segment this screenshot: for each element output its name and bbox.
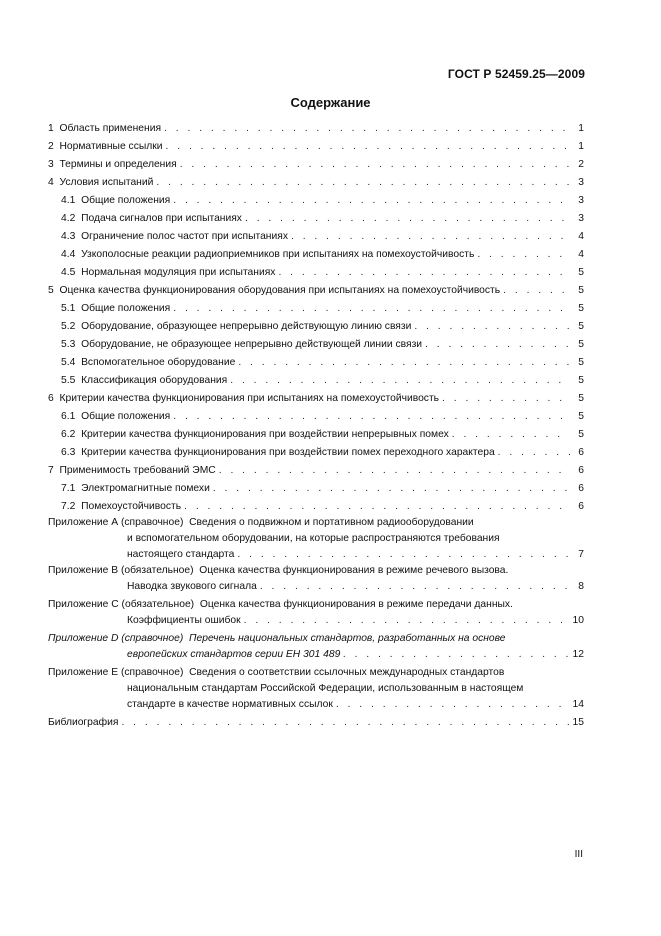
- toc-num: 5.5: [61, 375, 76, 386]
- toc-text: Ограничение полос частот при испытаниях: [81, 231, 288, 242]
- toc-text: Общие положения: [81, 303, 171, 314]
- toc-num: 5.1: [61, 303, 76, 314]
- toc-num: 4.3: [61, 231, 76, 242]
- toc-text: Помехоустойчивость: [81, 501, 182, 512]
- toc-text: Критерии качества функционирования при воздействии помех переходного характера: [81, 447, 495, 458]
- toc-num: 5: [48, 285, 54, 296]
- toc-num: 7.1: [61, 483, 76, 494]
- appendix-title-line: европейских стандартов серии ЕН 301 489: [127, 649, 341, 660]
- toc-entry-6-1[interactable]: [61, 410, 584, 423]
- toc-text: Узкополосные реакции радиоприемников при испытаниях на помехоустойчивость: [81, 249, 475, 260]
- toc-page: 5: [578, 429, 584, 440]
- toc-text: Оценка качества функционирования оборудования при испытаниях на помехоустойчивость: [59, 285, 501, 296]
- toc-num: 5.4: [61, 357, 76, 368]
- toc-page: 5: [578, 339, 584, 350]
- toc-num: 7: [48, 465, 54, 476]
- appendix-title-line: настоящего стандарта: [127, 549, 235, 560]
- standard-designation: ГОСТ Р 52459.25—2009: [447, 67, 585, 81]
- toc-page: 1: [578, 123, 584, 134]
- toc-text: Классификация оборудования: [81, 375, 228, 386]
- toc-text: Условия испытаний: [59, 177, 154, 188]
- toc-text: Область применения: [59, 123, 162, 134]
- appendix-title-line: Коэффициенты ошибок: [127, 615, 241, 626]
- appendix-title-line: Оценка качества функционирования в режиме речевого вызова.: [199, 565, 509, 576]
- toc-num: 6.2: [61, 429, 76, 440]
- toc-num: 6.3: [61, 447, 76, 458]
- toc-page: 6: [578, 465, 584, 476]
- appendix-a-line-3[interactable]: [127, 548, 584, 561]
- toc-page: 2: [578, 159, 584, 170]
- toc-entry-5-4[interactable]: [61, 356, 584, 369]
- toc-entry-4-1[interactable]: [61, 194, 584, 207]
- toc-text: Оборудование, не образующее непрерывно действующей линии связи: [81, 339, 423, 350]
- appendix-b-line-2[interactable]: [127, 580, 584, 593]
- toc-entry-5-5[interactable]: [61, 374, 584, 387]
- toc-page: 5: [578, 393, 584, 404]
- appendix-e-line-2: [127, 682, 584, 695]
- toc-page: 5: [578, 285, 584, 296]
- toc-entry-7-2[interactable]: [61, 500, 584, 513]
- toc-page: 1: [578, 141, 584, 152]
- appendix-d-line-1[interactable]: [48, 632, 584, 645]
- toc-entry-4-2[interactable]: [61, 212, 584, 225]
- appendix-c-line-1[interactable]: [48, 598, 584, 611]
- toc-entry-4-3[interactable]: [61, 230, 584, 243]
- toc-page: 3: [578, 195, 584, 206]
- toc-entry-1[interactable]: [48, 122, 584, 135]
- toc-num: 4.5: [61, 267, 76, 278]
- toc-entry-4[interactable]: [48, 176, 584, 189]
- appendix-a-line-2: [127, 532, 584, 545]
- toc-num: 2: [48, 141, 54, 152]
- toc-text: Критерии качества функционирования при испытаниях на помехоустойчивость: [59, 393, 440, 404]
- toc-text: Библиография: [48, 717, 119, 728]
- toc-num: 4.4: [61, 249, 76, 260]
- toc-text: Термины и определения: [59, 159, 177, 170]
- toc-page: 7: [578, 549, 584, 560]
- toc-entry-6-2[interactable]: [61, 428, 584, 441]
- appendix-e-line-1[interactable]: [48, 666, 584, 679]
- toc-page: 5: [578, 357, 584, 368]
- appendix-title-line: Оценка качества функционирования в режиме передачи данных.: [199, 599, 513, 610]
- toc-text: Критерии качества функционирования при воздействии непрерывных помех: [81, 429, 449, 440]
- appendix-e-line-3[interactable]: [127, 698, 584, 711]
- page-title: Содержание: [290, 95, 371, 110]
- appendix-b-line-1[interactable]: [48, 564, 584, 577]
- toc-entry-5-3[interactable]: [61, 338, 584, 351]
- toc-entry-5[interactable]: [48, 284, 584, 297]
- appendix-label: Приложение В (обязательное): [48, 565, 194, 576]
- toc-entry-7-1[interactable]: [61, 482, 584, 495]
- toc-entry-6-3[interactable]: [61, 446, 584, 459]
- appendix-label: Приложение А (справочное): [48, 517, 184, 528]
- toc-num: 4.1: [61, 195, 76, 206]
- toc-entry-7[interactable]: [48, 464, 584, 477]
- toc-page: 5: [578, 375, 584, 386]
- toc-page: 6: [578, 483, 584, 494]
- toc-text: Электромагнитные помехи: [81, 483, 210, 494]
- toc-entry-3[interactable]: [48, 158, 584, 171]
- toc-page: 4: [578, 249, 584, 260]
- toc-page: 6: [578, 501, 584, 512]
- toc-page: 5: [578, 267, 584, 278]
- toc-entry-bibliography[interactable]: [48, 716, 584, 729]
- toc-num: 6.1: [61, 411, 76, 422]
- appendix-title-line: Сведения о подвижном и портативном радиооборудовании: [189, 517, 474, 528]
- appendix-title-line: Наводка звукового сигнала: [127, 581, 257, 592]
- appendix-label: Приложение Е (справочное): [48, 667, 184, 678]
- toc-page: 4: [578, 231, 584, 242]
- toc-text: Оборудование, образующее непрерывно действующую линию связи: [81, 321, 412, 332]
- toc-page: 5: [578, 321, 584, 332]
- appendix-title-line: и вспомогательном оборудовании, на которые распространяются требования: [127, 533, 500, 544]
- toc-page: 6: [578, 447, 584, 458]
- toc-page: 3: [578, 213, 584, 224]
- toc-text: Подача сигналов при испытаниях: [81, 213, 242, 224]
- appendix-label: Приложение С (обязательное): [48, 599, 195, 610]
- toc-page: 5: [578, 303, 584, 314]
- toc-num: 4: [48, 177, 54, 188]
- appendix-title-line: национальным стандартам Российской Федерации, использованным в настоящем: [127, 683, 524, 694]
- toc-text: Вспомогательное оборудование: [81, 357, 236, 368]
- appendix-label: Приложение D (справочное): [48, 633, 184, 644]
- toc-entry-5-2[interactable]: [61, 320, 584, 333]
- toc-num: 5.2: [61, 321, 76, 332]
- appendix-title-line: стандарте в качестве нормативных ссылок: [127, 699, 333, 710]
- appendix-title-line: Перечень национальных стандартов, разработанных на основе: [189, 633, 506, 644]
- appendix-d-line-2[interactable]: [127, 648, 584, 661]
- toc-num: 6: [48, 393, 54, 404]
- toc-num: 3: [48, 159, 54, 170]
- toc-page: 3: [578, 177, 584, 188]
- page-number: III: [574, 849, 583, 860]
- toc-num: 5.3: [61, 339, 76, 350]
- toc-entry-6[interactable]: [48, 392, 584, 405]
- toc-page: 15: [572, 717, 584, 728]
- appendix-c-line-2[interactable]: [127, 614, 584, 627]
- toc-entry-5-1[interactable]: [61, 302, 584, 315]
- toc-entry-4-5[interactable]: [61, 266, 584, 279]
- toc-text: Общие положения: [81, 411, 171, 422]
- toc-page: 14: [572, 699, 584, 710]
- toc-text: Общие положения: [81, 195, 171, 206]
- appendix-a-line-1[interactable]: [48, 516, 584, 529]
- toc-num: 4.2: [61, 213, 76, 224]
- toc-page: 10: [572, 615, 584, 626]
- toc-text: Применимость требований ЭМС: [59, 465, 216, 476]
- toc-page: 8: [578, 581, 584, 592]
- toc-num: 1: [48, 123, 54, 134]
- toc-page: 12: [572, 649, 584, 660]
- toc-num: 7.2: [61, 501, 76, 512]
- toc-text: Нормативные ссылки: [59, 141, 163, 152]
- toc-page: 5: [578, 411, 584, 422]
- toc-entry-4-4[interactable]: [61, 248, 584, 261]
- appendix-title-line: Сведения о соответствии ссылочных международных стандартов: [189, 667, 505, 678]
- toc-entry-2[interactable]: [48, 140, 584, 153]
- toc-text: Нормальная модуляция при испытаниях: [81, 267, 276, 278]
